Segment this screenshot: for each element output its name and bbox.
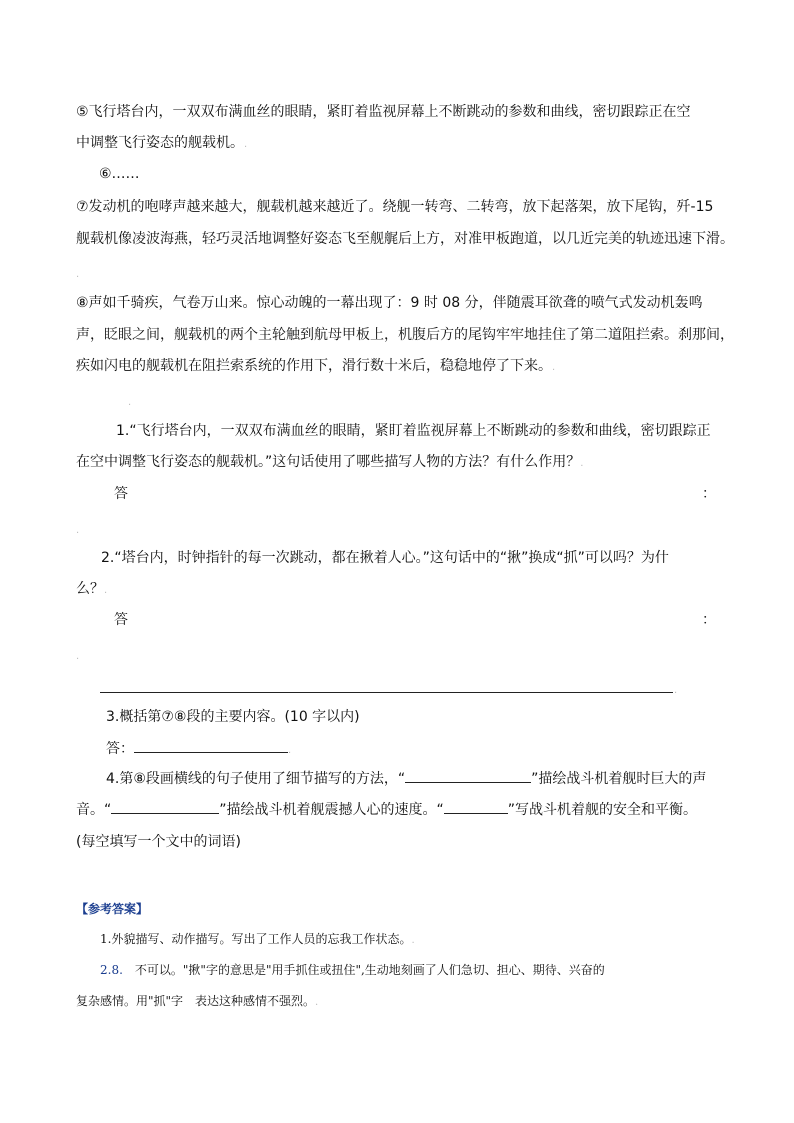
question-4-line-2 [76,799,697,820]
question-2-line-1: 2.“塔台内，时钟指针的每一次跳动，都在揪着人心。”这句话中的“揪”换成“抓”可以吗？为什 [101,550,669,566]
question-3-answer-label: 答： [106,741,134,757]
paragraph-7-line-1: ⑦发动机的咆哮声越来越大，舰载机越来越近了。绕舰一转弯、二转弯，放下起落架，放下尾钩，歼-15 [76,199,714,215]
answer-2-text: 不可以。"揪"字的意思是"用手抓住或扭住",生动地刻画了人们急切、担心、期待、兴奋的 [122,963,605,977]
question-1-answer-field[interactable] [76,485,696,505]
paragraph-7-line-2: 舰载机像凌波海燕，轻巧灵活地调整好姿态飞至舰艉后上方，对准甲板跑道，以几近完美的轨迹迅速下滑。 [76,231,734,247]
answer-line[interactable] [100,692,673,693]
question-4-blank-1[interactable] [405,768,531,783]
paragraph-mark: . [411,935,415,946]
paragraph-mark: . [288,745,292,756]
question-2-answer-label: 答 [114,612,128,628]
question-4-note: (每空填写一个文中的词语) [76,834,241,850]
question-1-line-1: 1.“飞行塔台内，一双双布满血丝的眼睛，紧盯着监视屏幕上不断跳动的参数和曲线，密切跟踪正 [116,423,711,439]
paragraph-5-text: 中调整飞行姿态的舰载机。 [76,135,244,151]
question-4-text-1: 4.第⑧段画横线的句子使用了细节描写的方法，“ [106,771,406,787]
paragraph-mark: . [552,362,556,373]
answer-2-continuation: 复杂感情。用"抓"字 表达这种感情不强烈。 [76,994,316,1008]
paragraph-5-line-1: ⑤飞行塔台内，一双双布满血丝的眼睛，紧盯着监视屏幕上不断跳动的参数和曲线，密切跟踪正在空 [76,104,691,120]
answer-2-line-1 [100,960,605,980]
paragraph-8-line-1: ⑧声如千骑疾，气卷万山来。惊心动魄的一幕出现了：9 时 08 分，伴随震耳欲聋的喷气式发动机轰鸣 [76,295,703,311]
question-3-answer [106,738,291,761]
paragraph-mark: . [76,525,80,536]
paragraph-mark: . [104,585,108,596]
answer-1-text: 1.外貌描写、动作描写。写出了工作人员的忘我工作状态。 [100,932,412,946]
question-1-answer-label: 答 [114,486,128,502]
question-1-text: 在空中调整飞行姿态的舰载机。”这句话使用了哪些描写人物的方法？有什么作用？ [76,454,581,470]
answer-2-number: 2.8. [100,963,123,977]
question-4-text-2: ”描绘战斗机着舰时巨大的声 [531,771,707,787]
question-4-blank-3[interactable] [444,799,508,814]
question-4-blank-2[interactable] [111,799,219,814]
reference-answers-title: 【参考答案】 [76,902,149,916]
paragraph-mark: . [674,685,678,696]
question-2-text: 么？ [76,581,104,597]
paragraph-8-line-3 [76,356,555,378]
question-3-answer-blank[interactable] [134,738,288,753]
question-2-answer-field[interactable] [76,611,696,631]
paragraph-8-line-2: 声，眨眼之间，舰载机的两个主轮触到航母甲板上，机腹后方的尾钩牢牢地挂住了第二道阻拦索。刹那间， [76,327,734,343]
paragraph-mark: . [244,139,248,150]
question-4-text-5: ”写战斗机着舰的安全和平衡。 [507,802,698,818]
question-1-answer-colon: ： [702,486,716,502]
question-1-line-2 [76,452,583,474]
question-4-line-1 [106,768,706,789]
paragraph-8-text: 疾如闪电的舰载机在阻拦索系统的作用下，滑行数十米后，稳稳地停了下来。 [76,358,552,374]
paragraph-mark: . [128,397,132,408]
paragraph-mark: . [315,997,319,1008]
paragraph-mark: . [76,651,80,662]
paragraph-mark: . [580,458,584,469]
answer-2-line-2 [76,991,318,1013]
question-2-line-2 [76,579,107,601]
paragraph-mark: . [76,269,80,280]
question-2-answer-colon: ： [702,612,716,628]
question-3: 3.概括第⑦⑧段的主要内容。(10 字以内) [106,709,360,725]
question-4-text-4: ”描绘战斗机着舰震撼人心的速度。“ [219,802,444,818]
question-4-text-3: 音。“ [76,802,112,818]
paragraph-6: ⑥…… [99,166,140,182]
paragraph-5-line-2 [76,133,247,155]
answer-1 [100,929,415,951]
